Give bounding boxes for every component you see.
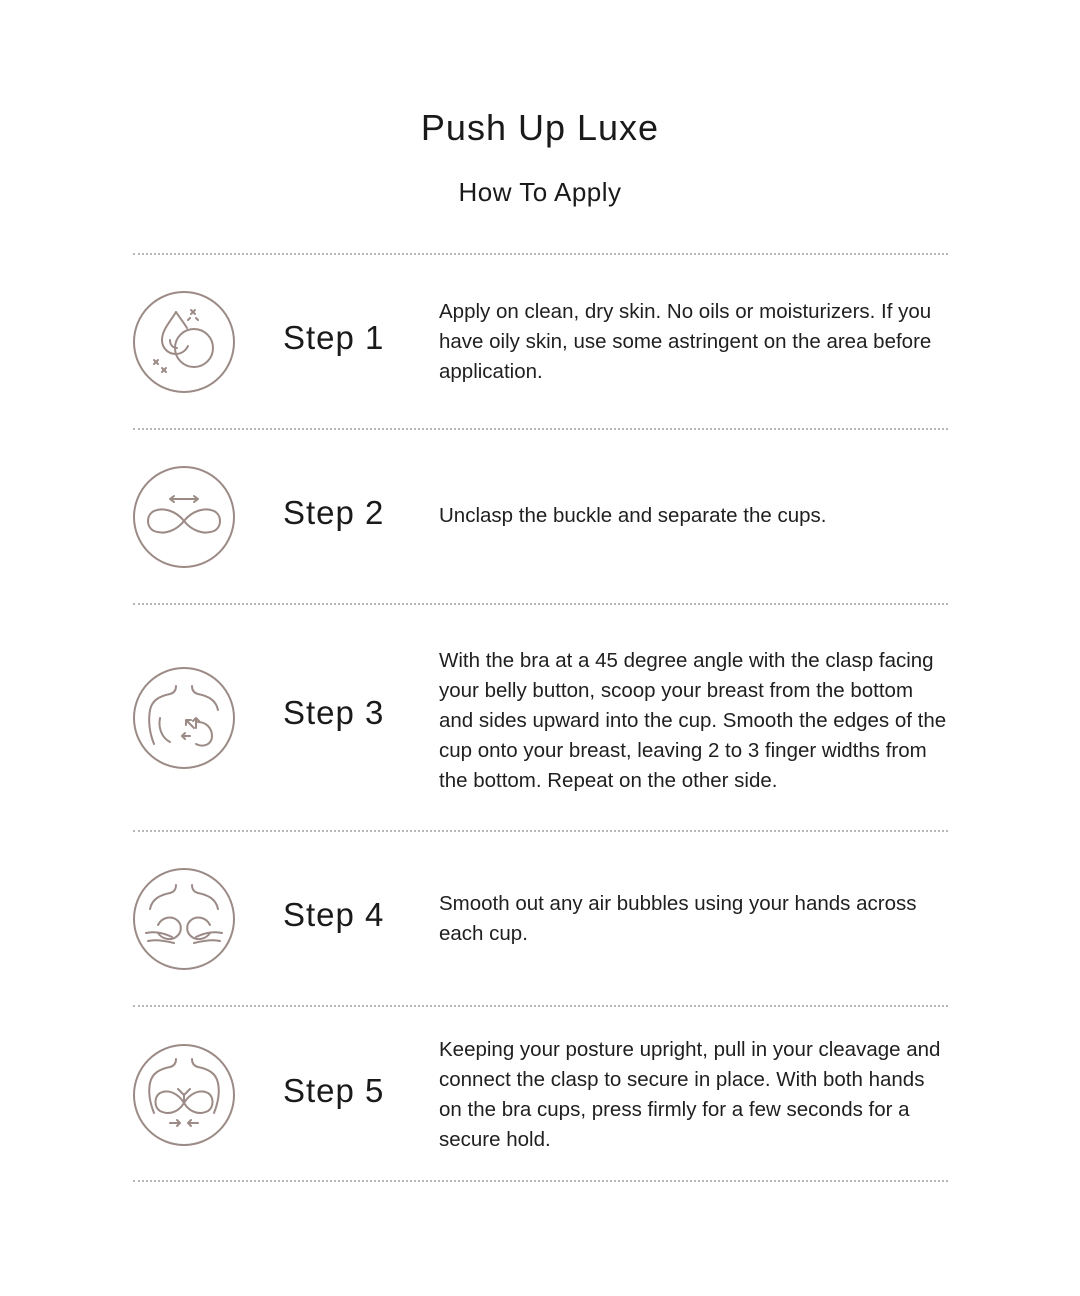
step-label: Step 1	[283, 319, 385, 356]
step-description: Keeping your posture upright, pull in your cleavage and connect the clasp to secure in place. With both hands on the bra cups, press firmly for a few seconds for a secure hold.	[439, 1038, 941, 1151]
step-description: Smooth out any air bubbles using your hands across each cup.	[439, 892, 917, 945]
water-drop-icon	[132, 290, 236, 394]
divider	[133, 428, 948, 430]
divider	[133, 603, 948, 605]
step-label: Step 3	[283, 694, 385, 731]
divider	[133, 1180, 948, 1182]
separate-cups-icon	[132, 465, 236, 569]
step-label: Step 5	[283, 1072, 385, 1109]
smooth-hands-icon	[132, 867, 236, 971]
step-label: Step 4	[283, 896, 385, 933]
divider	[133, 830, 948, 832]
scoop-breast-icon	[132, 666, 236, 770]
divider	[133, 1005, 948, 1007]
step-description: Apply on clean, dry skin. No oils or moisturizers. If you have oily skin, use some astringent on the area before application.	[439, 300, 932, 383]
step-label: Step 2	[283, 494, 385, 531]
step-description: Unclasp the buckle and separate the cups.	[439, 504, 827, 527]
divider	[133, 253, 948, 255]
page-title: Push Up Luxe	[420, 107, 660, 148]
connect-clasp-icon	[132, 1043, 236, 1147]
page-subtitle: How To Apply	[458, 177, 622, 207]
step-description: With the bra at a 45 degree angle with the clasp facing your belly button, scoop your breast from the bottom and sides upward into the cup. Smooth the edges of the cup onto your breast, leaving 2 to 3 finger widths from the bottom. Repeat on the other side.	[439, 649, 947, 792]
